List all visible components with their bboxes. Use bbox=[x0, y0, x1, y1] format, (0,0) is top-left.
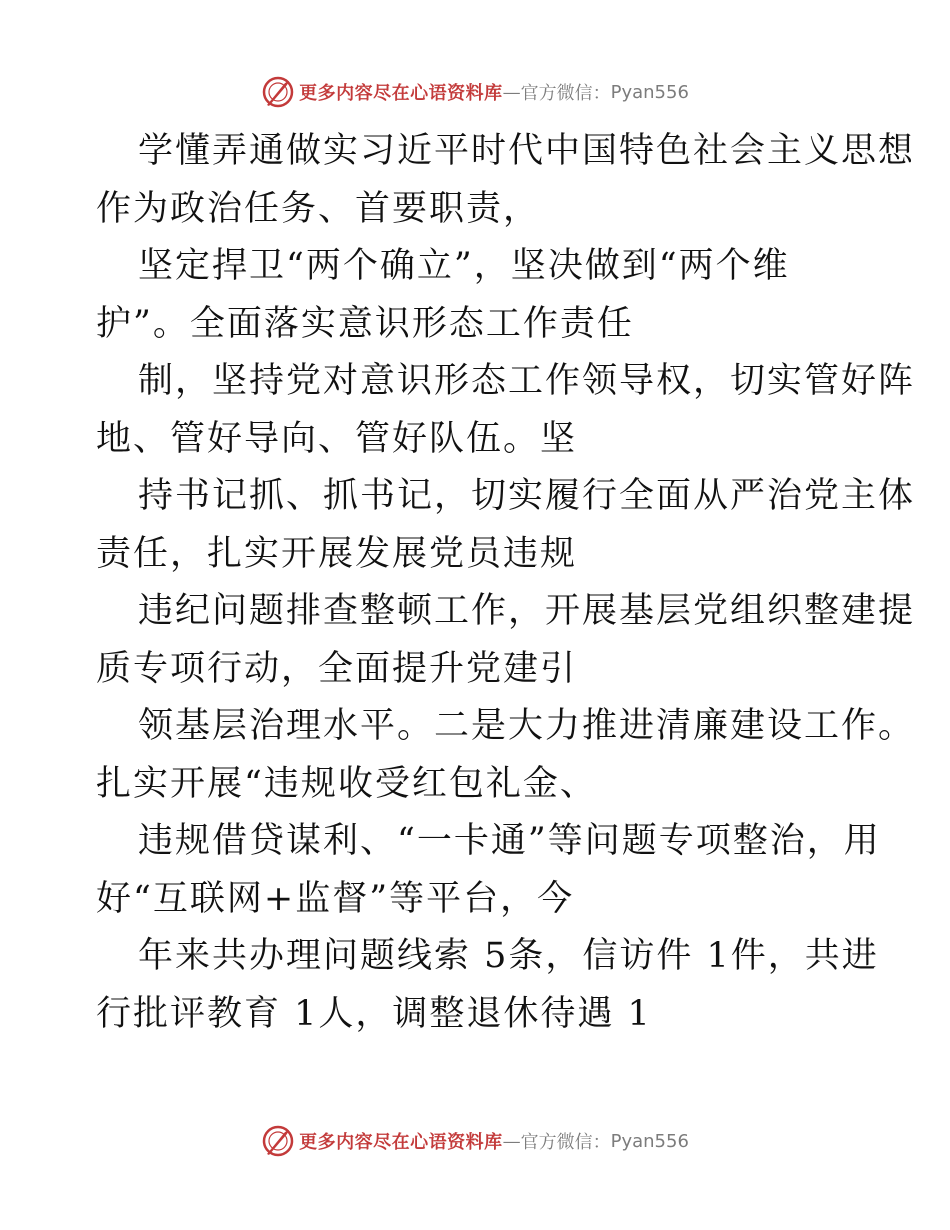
paragraph-line: 好“互联网+监督”等平台，今 bbox=[96, 878, 575, 919]
paragraph-line: 行批评教育 1人，调整退休待遇 1 bbox=[96, 993, 652, 1034]
paragraph bbox=[0, 468, 950, 583]
paragraph-line: 制，坚持党对意识形态工作领导权，切实管好阵 bbox=[138, 361, 916, 401]
paragraph bbox=[0, 353, 950, 468]
paragraph bbox=[0, 123, 950, 238]
paragraph-line: 扎实开展“违规收受红包礼金、 bbox=[96, 763, 597, 804]
banner-site-name: 更多内容尽在心语资料库 bbox=[299, 1132, 503, 1153]
paragraph-line: 学懂弄通做实习近平时代中国特色社会主义思想 bbox=[138, 131, 916, 171]
paragraph bbox=[0, 928, 950, 1043]
paragraph-line: 护”。全面落实意识形态工作责任 bbox=[96, 303, 634, 344]
paragraph-line: 作为政治任务、首要职责， bbox=[96, 188, 541, 229]
banner-wechat-label: 官方微信： bbox=[520, 1132, 611, 1153]
paragraph bbox=[0, 698, 950, 813]
banner-dash: — bbox=[502, 1130, 521, 1152]
paragraph bbox=[0, 583, 950, 698]
quill-seal-icon bbox=[261, 75, 295, 109]
banner-wechat-label: 官方微信： bbox=[520, 83, 611, 104]
paragraph-line: 坚定捍卫“两个确立”，坚决做到“两个维 bbox=[138, 246, 790, 286]
paragraph-line: 领基层治理水平。二是大力推进清廉建设工作。 bbox=[138, 706, 916, 746]
paragraph-line: 年来共办理问题线索 5条，信访件 1件，共进 bbox=[138, 936, 879, 976]
banner-wechat-id: Pyan556 bbox=[610, 81, 689, 103]
paragraph-line: 地、管好导向、管好队伍。坚 bbox=[96, 418, 578, 459]
paragraph-line: 违规借贷谋利、“一卡通”等问题专项整治，用 bbox=[138, 821, 881, 861]
paragraph bbox=[0, 813, 950, 928]
banner-site-name: 更多内容尽在心语资料库 bbox=[299, 83, 503, 104]
footer-watermark-banner bbox=[0, 1121, 950, 1161]
header-watermark-banner bbox=[0, 72, 950, 112]
banner-wechat-id: Pyan556 bbox=[610, 1130, 689, 1152]
paragraph-line: 责任，扎实开展发展党员违规 bbox=[96, 533, 578, 574]
paragraph-line: 持书记抓、抓书记，切实履行全面从严治党主体 bbox=[138, 476, 916, 516]
quill-seal-icon bbox=[261, 1124, 295, 1158]
paragraph bbox=[0, 238, 950, 353]
paragraph-line: 质专项行动，全面提升党建引 bbox=[96, 648, 578, 689]
paragraph-line: 违纪问题排查整顿工作，开展基层党组织整建提 bbox=[138, 591, 916, 631]
banner-dash: — bbox=[502, 81, 521, 103]
document-body bbox=[0, 123, 950, 1043]
